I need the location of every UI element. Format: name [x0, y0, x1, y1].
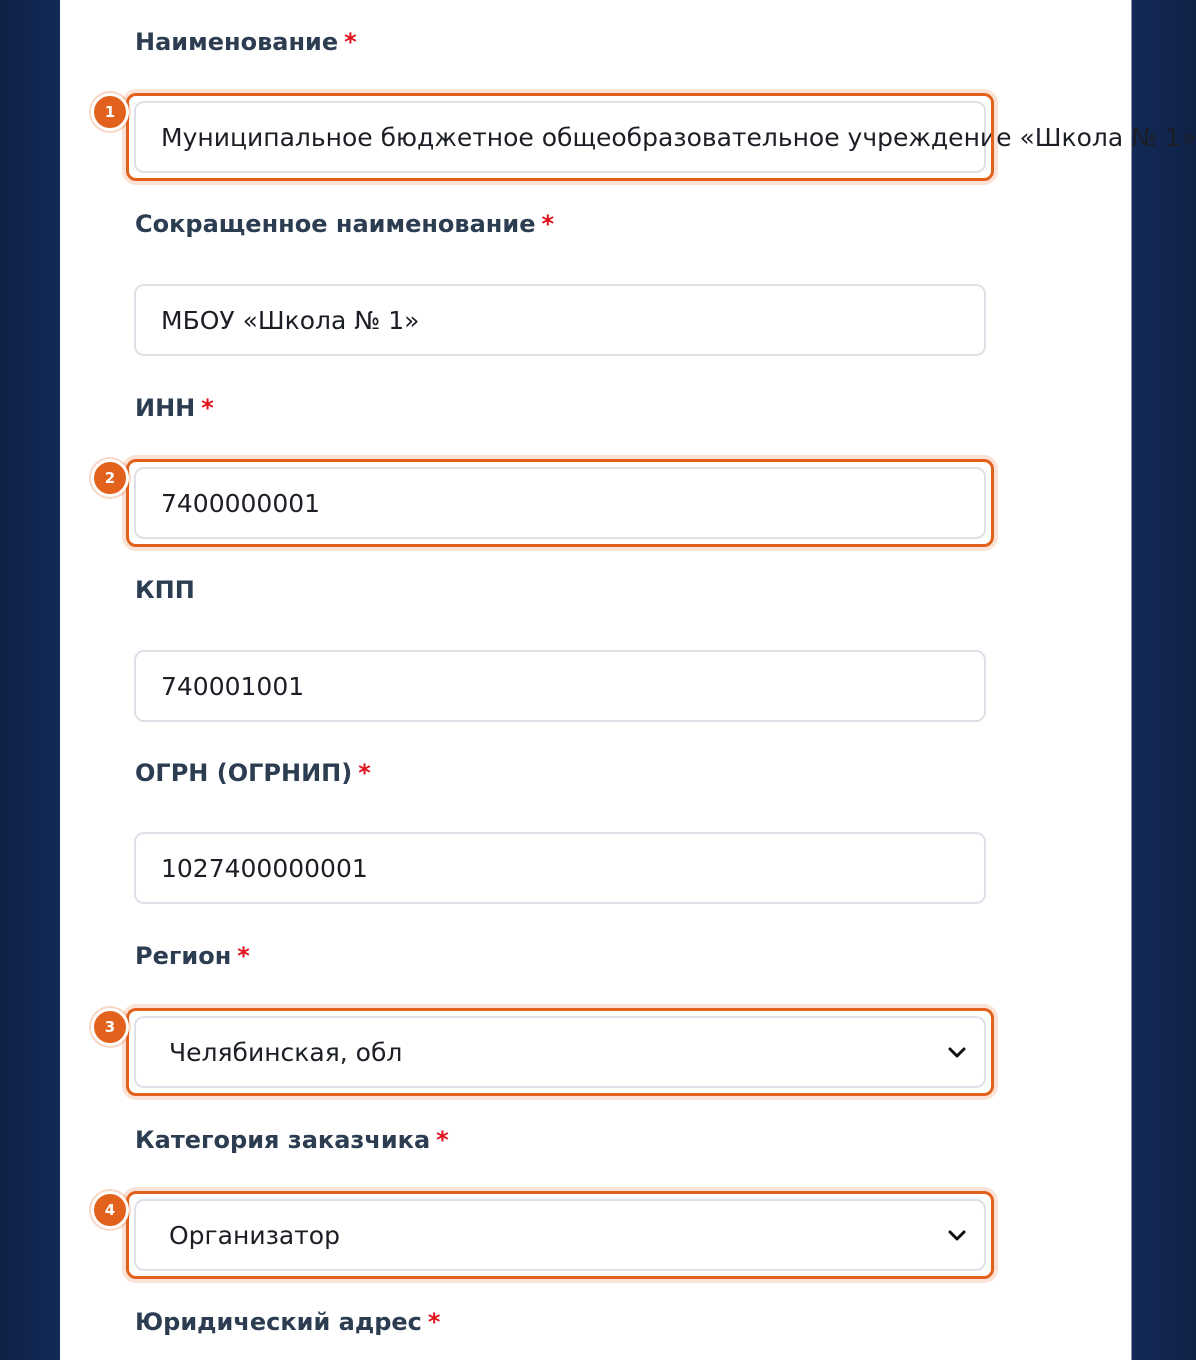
chevron-down-icon — [946, 1224, 968, 1246]
ogrn-input-value: 1027400000001 — [161, 853, 368, 883]
legal-address-label-text: Юридический адрес — [135, 1308, 422, 1336]
required-mark: * — [358, 759, 371, 787]
customer-category-label-text: Категория заказчика — [135, 1126, 431, 1154]
kpp-input[interactable] — [134, 650, 986, 722]
kpp-input-value: 740001001 — [161, 671, 305, 701]
kpp-label-text: КПП — [135, 576, 195, 604]
name-label-text: Наименование — [135, 28, 339, 56]
region-label-text: Регион — [135, 942, 232, 970]
region-select[interactable] — [134, 1016, 986, 1088]
step-badge-1: 1 — [91, 93, 129, 131]
short-name-input-value: МБОУ «Школа № 1» — [161, 305, 420, 335]
required-mark: * — [344, 28, 357, 56]
inn-label — [135, 394, 214, 422]
required-mark: * — [436, 1126, 449, 1154]
short-name-label — [135, 210, 554, 238]
customer-category-label — [135, 1126, 449, 1154]
step-badge-2: 2 — [91, 459, 129, 497]
required-mark: * — [541, 210, 555, 238]
step-badge-4: 4 — [91, 1191, 129, 1229]
short-name-label-text: Сокращенное наименование — [135, 210, 536, 238]
chevron-down-icon — [946, 1041, 968, 1063]
ogrn-label — [135, 759, 371, 787]
legal-address-label — [135, 1308, 440, 1336]
required-mark: * — [237, 942, 250, 970]
required-mark: * — [427, 1308, 441, 1336]
name-label — [135, 28, 357, 56]
step-badge-3: 3 — [91, 1008, 129, 1046]
inn-input-value: 7400000001 — [161, 488, 321, 518]
ogrn-label-text: ОГРН (ОГРНИП) — [135, 759, 353, 787]
short-name-input[interactable] — [134, 284, 986, 356]
inn-input[interactable] — [134, 467, 986, 539]
customer-category-select-value: Организатор — [169, 1220, 340, 1250]
name-input-value: Муниципальное бюджетное общеобразовательное учреждение «Школа № 1» — [161, 122, 1196, 152]
name-input[interactable] — [134, 101, 1196, 173]
region-label — [135, 942, 250, 970]
ogrn-input[interactable] — [134, 832, 986, 904]
region-select-value: Челябинская, обл — [169, 1037, 403, 1067]
kpp-label — [135, 576, 195, 604]
inn-label-text: ИНН — [135, 394, 196, 422]
customer-category-select[interactable] — [134, 1199, 986, 1271]
required-mark: * — [201, 394, 214, 422]
